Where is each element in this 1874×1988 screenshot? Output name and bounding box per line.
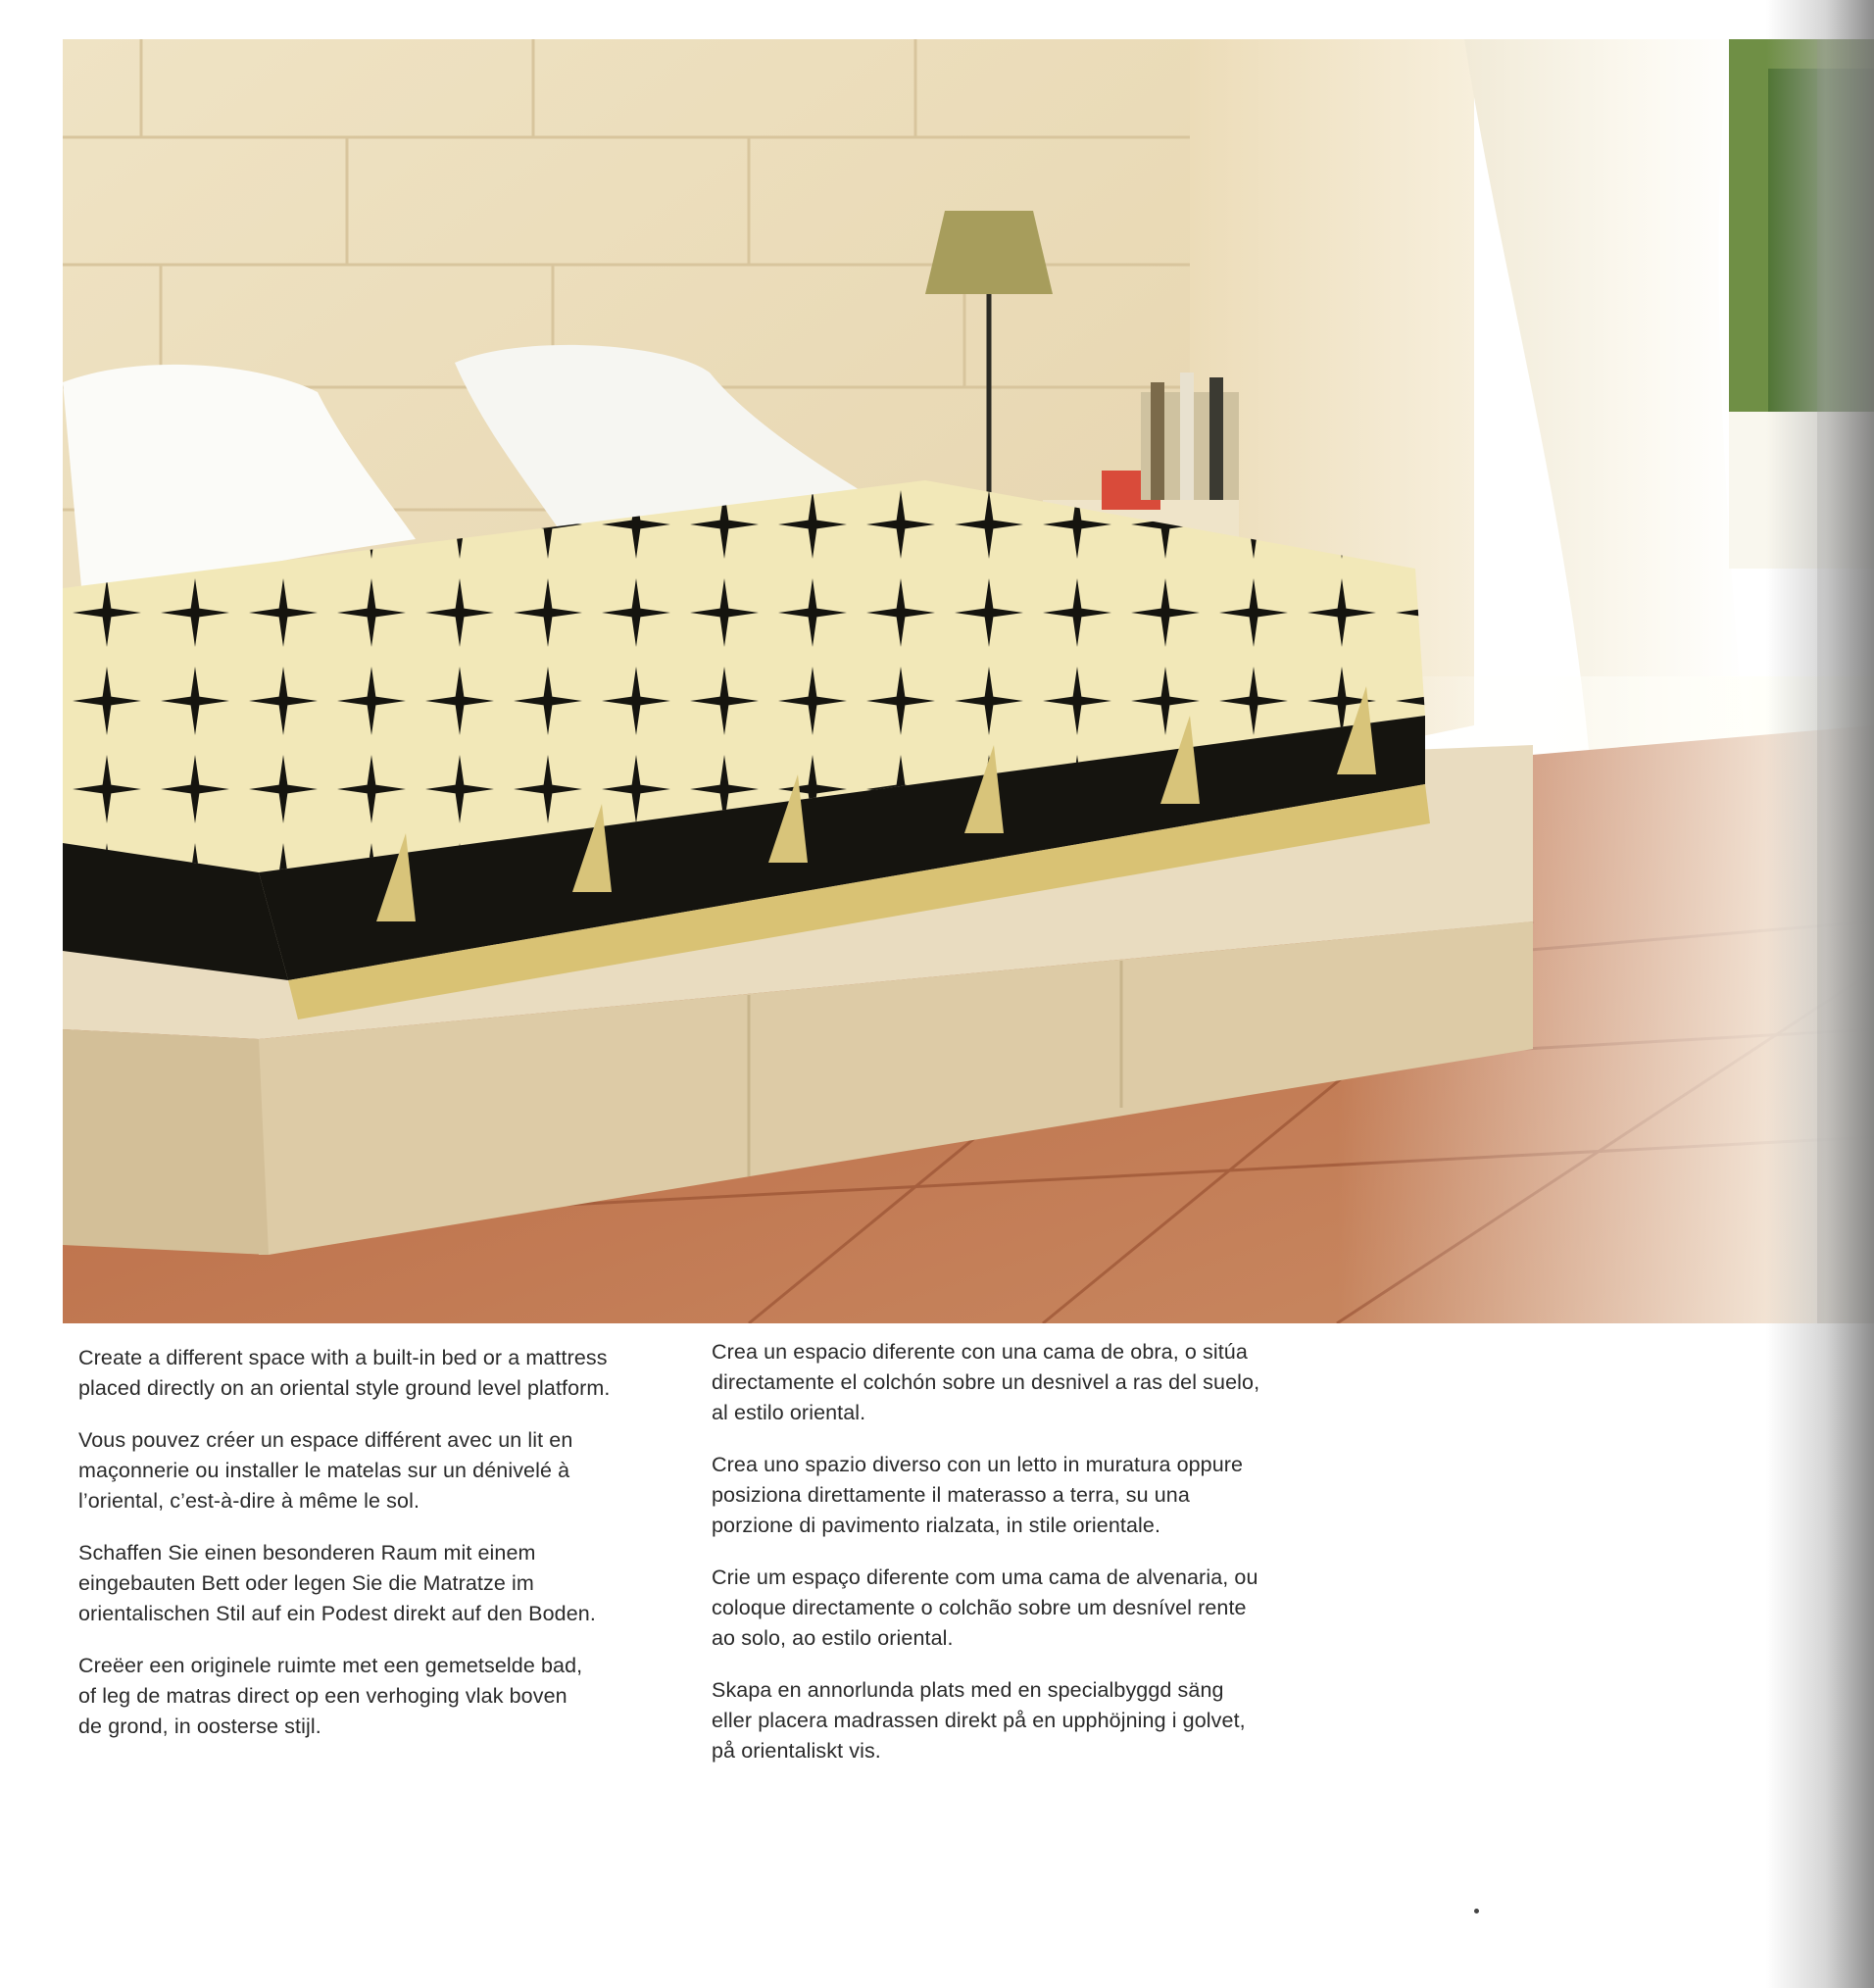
caption-italian: Crea uno spazio diverso con un letto in muratura oppure posiziona direttamente il materasso a terra, su una porzione di pavimento rialzata, in stile orientale.: [712, 1453, 1244, 1537]
bedroom-photo: [63, 39, 1874, 1323]
caption-german: Schaffen Sie einen besonderen Raum mit einem eingebauten Bett oder legen Sie die Matratze im orientalischen Stil auf ein Podest direkt auf den Boden.: [78, 1541, 596, 1625]
page-gutter-shadow: [1766, 0, 1874, 1988]
caption-english: Create a different space with a built-in bed or a mattress placed directly on an oriental style ground level platform.: [78, 1346, 611, 1400]
page-mark-dot: [1474, 1909, 1479, 1913]
caption-swedish: Skapa en annorlunda plats med en specialbyggd säng eller placera madrassen direkt på en upphöjning i golvet, på orientaliskt vis.: [712, 1678, 1246, 1763]
caption-dutch: Creëer een originele ruimte met een gemetselde bad, of leg de matras direct op een verhoging vlak boven de grond, in oosterse stijl.: [78, 1654, 583, 1738]
caption-portuguese: Crie um espaço diferente com uma cama de alvenaria, ou coloque directamente o colchão sobre um desnível rente ao solo, ao estilo oriental.: [712, 1566, 1258, 1650]
caption-spanish: Crea un espacio diferente con una cama de obra, o sitúa directamente el colchón sobre un desnivel a ras del suelo, al estilo oriental.: [712, 1340, 1260, 1424]
caption-column-left: [78, 1343, 686, 1764]
bedroom-illustration: [63, 39, 1874, 1323]
caption-column-right: [712, 1337, 1339, 1788]
caption-french: Vous pouvez créer un espace différent avec un lit en maçonnerie ou installer le matelas sur un dénivelé à l’oriental, c’est-à-dire à même le sol.: [78, 1428, 573, 1513]
